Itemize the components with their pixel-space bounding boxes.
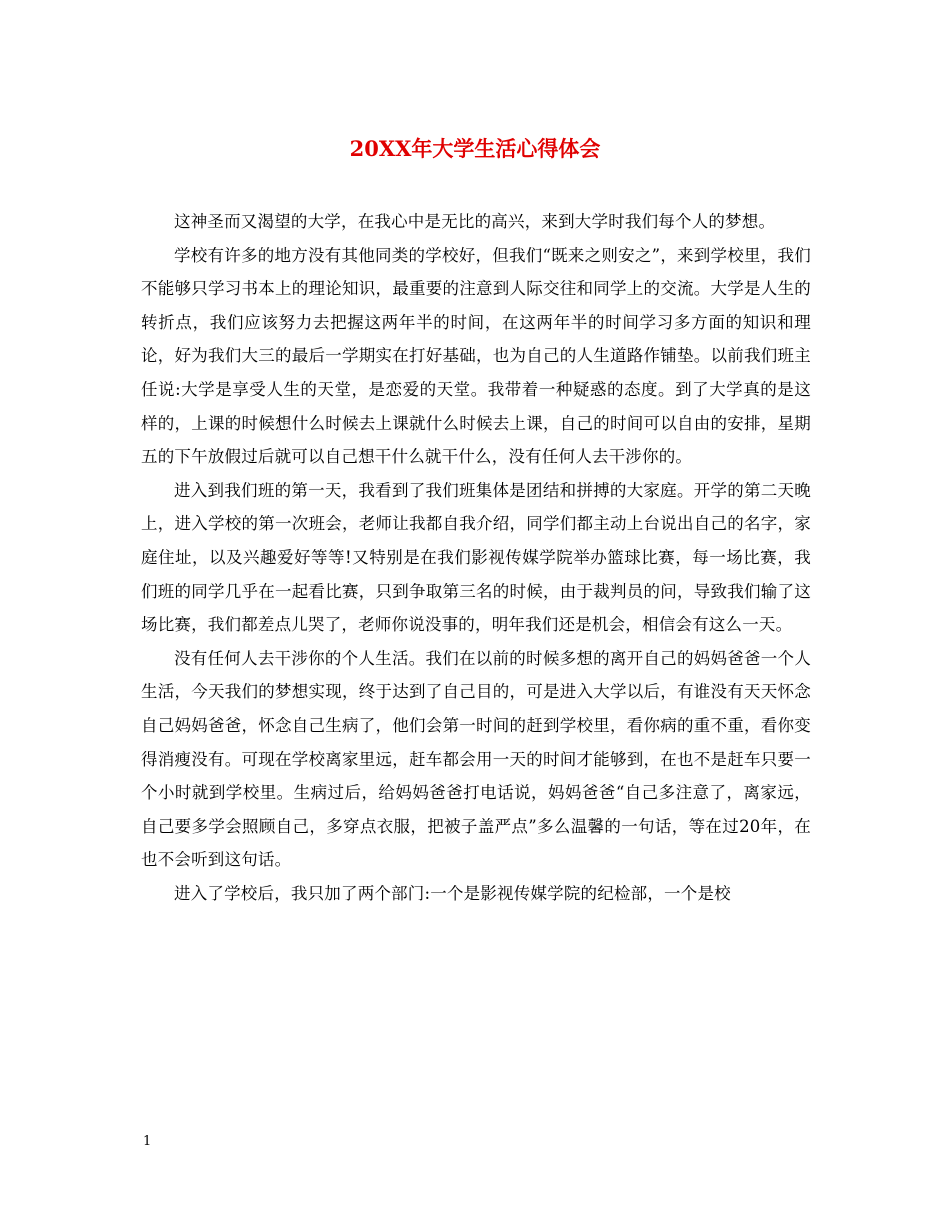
paragraph-3: 进入到我们班的第一天，我看到了我们班集体是团结和拼搏的大家庭。开学的第二天晚上，进入学校的第一次班会，老师让我都自我介绍，同学们都主动上台说出自己的名字，家庭住址，以及兴趣爱好等等!又特别是在我们影视传媒学院举办篮球比赛，每一场比赛，我们班的同学几乎在一起看比赛，只到争取第三名的时候，由于裁判员的问，导致我们输了这场比赛，我们都差点儿哭了，老师你说没事的，明年我们还是机会，相信会有这么一天。 [141,480,811,635]
paragraph-5: 进入了学校后，我只加了两个部门:一个是影视传媒学院的纪检部，一个是校 [174,883,731,903]
document-title: 20XX年大学生活心得体会 [349,136,601,161]
paragraph-1: 这神圣而又渴望的大学，在我心中是无比的高兴，来到大学时我们每个人的梦想。 [174,212,776,231]
page-number: 1 [143,1134,152,1149]
paragraph-4: 没有任何人去干涉你的个人生活。我们在以前的时候多想的离开自己的妈妈爸爸一个人生活，今天我们的梦想实现，终于达到了自己目的，可是进入大学以后，有谁没有天天怀念自己妈妈爸爸，怀念自己生病了，他们会第一时间的赶到学校里，看你病的重不重，看你变得消瘦没有。可现在学校离家里远，赶车都会用一天的时间才能够到，在也不是赶车只要一个小时就到学校里。生病过后，给妈妈爸爸打电话说，妈妈爸爸“自己多注意了，离家远，自己要多学会照顾自己，多穿点衣服，把被子盖严点”多么温馨的一句话，等在过20年，在也不会听到这句话。 [141,648,811,870]
paragraph-2: 学校有许多的地方没有其他同类的学校好，但我们“既来之则安之”，来到学校里，我们不能够只学习书本上的理论知识，最重要的注意到人际交往和同学上的交流。大学是人生的转折点，我们应该努力去把握这两年半的时间，在这两年半的时间学习多方面的知识和理论，好为我们大三的最后一学期实在打好基础，也为自己的人生道路作铺垫。以前我们班主任说:大学是享受人生的天堂，是恋爱的天堂。我带着一种疑惑的态度。到了大学真的是这样的，上课的时候想什么时候去上课就什么时候去上课，自己的时间可以自由的安排，星期五的下午放假过后就可以自己想干什么就干什么，没有任何人去干涉你的。 [141,245,811,467]
document-body [141,205,811,910]
